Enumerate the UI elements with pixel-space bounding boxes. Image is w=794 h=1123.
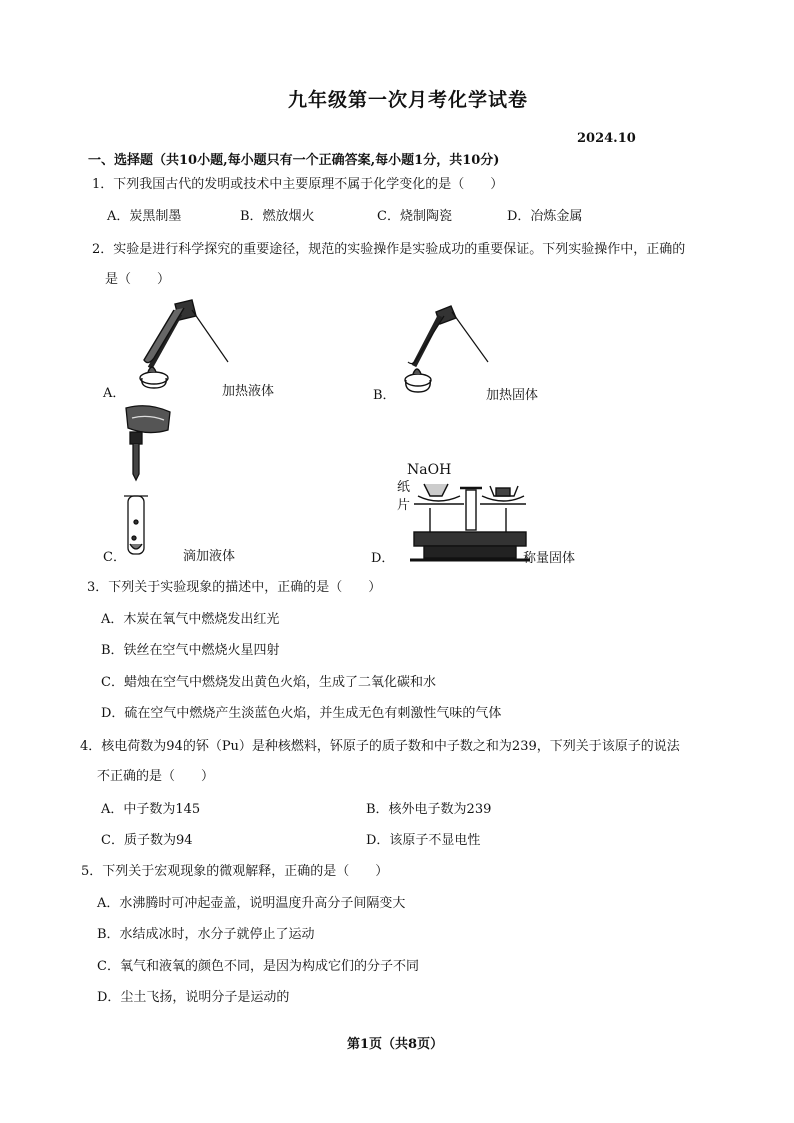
question-4-option-d: D．该原子不显电性 <box>366 833 481 848</box>
question-4-option-a: A．中子数为145 <box>101 802 201 817</box>
question-2-option-a-caption: 加热液体 <box>222 384 275 399</box>
question-4-option-b: B．核外电子数为239 <box>366 802 492 817</box>
question-4-option-c: C．质子数为94 <box>101 833 193 848</box>
question-2-stem-line1: 2．实验是进行科学探究的重要途径，规范的实验操作是实验成功的重要保证。下列实验操作中，正确的 <box>92 242 686 257</box>
question-5-option-c: C．氧气和液氧的颜色不同，是因为构成它们的分子不同 <box>97 959 419 974</box>
question-5-option-b: B．水结成冰时，水分子就停止了运动 <box>97 927 315 942</box>
figure-heating-liquid <box>130 296 230 391</box>
question-2-option-d-letter: D． <box>371 551 395 566</box>
question-1-stem: 1．下列我国古代的发明或技术中主要原理不属于化学变化的是（ ） <box>92 177 504 192</box>
question-2-option-b-caption: 加热固体 <box>486 388 539 403</box>
question-2-option-d-caption: 称量固体 <box>523 551 576 566</box>
question-3-option-b: B．铁丝在空气中燃烧火星四射 <box>101 643 280 658</box>
page-number: 第1页（共8页） <box>347 1037 444 1052</box>
section-heading: 一、选择题（共10小题,每小题只有一个正确答案,每小题1分，共10分) <box>88 153 500 168</box>
question-3-option-d: D．硫在空气中燃烧产生淡蓝色火焰，并生成无色有刺激性气味的气体 <box>101 706 502 721</box>
question-3-option-c: C．蜡烛在空气中燃烧发出黄色火焰，生成了二氧化碳和水 <box>101 675 436 690</box>
question-3-option-a: A．木炭在氧气中燃烧发出红光 <box>101 612 280 627</box>
question-3-stem: 3．下列关于实验现象的描述中，正确的是（ ） <box>87 580 382 595</box>
figure-heating-solid <box>396 302 491 394</box>
paper-label-2: 片 <box>397 498 411 513</box>
question-1-option-d: D．冶炼金属 <box>507 209 583 224</box>
figure-weighing-balance <box>410 476 530 568</box>
question-1-option-a: A．炭黑制墨 <box>107 209 182 224</box>
question-5-option-d: D．尘土飞扬，说明分子是运动的 <box>97 990 290 1005</box>
question-2-option-b-letter: B． <box>373 388 396 403</box>
question-4-stem-line2: 不正确的是（ ） <box>97 769 215 784</box>
question-2-option-c-caption: 滴加液体 <box>183 549 236 564</box>
naoh-label: NaOH <box>407 462 452 478</box>
exam-date: 2024.10 <box>577 131 636 146</box>
question-5-stem: 5．下列关于宏观现象的微观解释，正确的是（ ） <box>81 864 389 879</box>
question-2-option-c-letter: C． <box>103 550 126 565</box>
page-title: 九年级第一次月考化学试卷 <box>288 89 529 111</box>
question-2-stem-line2: 是（ ） <box>105 272 171 287</box>
paper-label-1: 纸 <box>397 480 411 495</box>
question-5-option-a: A．水沸腾时可冲起壶盖，说明温度升高分子间隔变大 <box>97 896 406 911</box>
figure-dropping-liquid <box>118 404 178 564</box>
question-2-option-a-letter: A． <box>103 386 126 401</box>
question-1-option-c: C．烧制陶瓷 <box>377 209 452 224</box>
question-4-stem-line1: 4．核电荷数为94的钚（Pu）是种核燃料，钚原子的质子数和中子数之和为239，下列关于该原子的说法 <box>80 739 680 754</box>
question-1-option-b: B．燃放烟火 <box>240 209 315 224</box>
